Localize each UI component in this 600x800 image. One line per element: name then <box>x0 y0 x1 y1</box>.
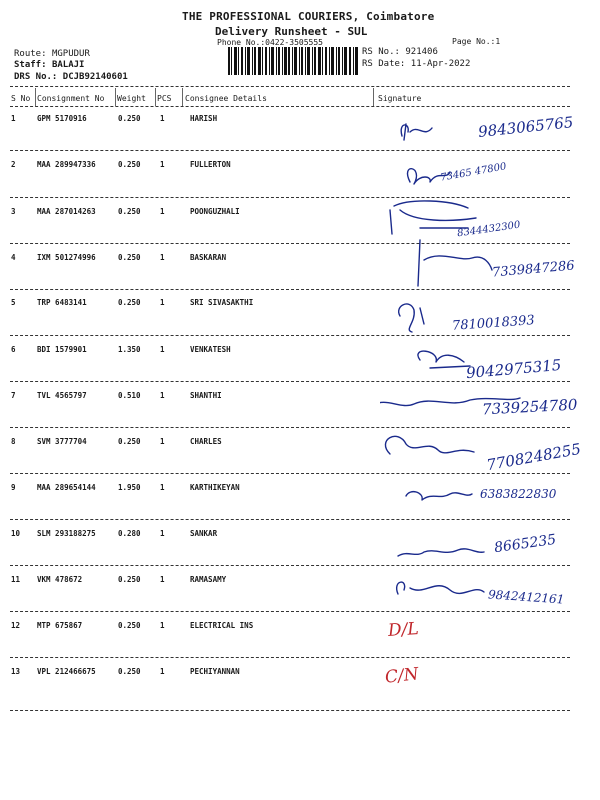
rs-no-line <box>362 47 438 57</box>
signature-note: 9843065765 <box>477 113 575 141</box>
row-pcs: 1 <box>160 437 165 446</box>
col-weight: Weight <box>117 94 146 103</box>
row-consignee: VENKATESH <box>190 345 231 354</box>
staff-line <box>14 60 84 70</box>
signature-scribble <box>399 304 424 332</box>
row-consignment: VPL 212466675 <box>37 667 96 676</box>
signature-scribble <box>397 582 484 594</box>
row-pcs: 1 <box>160 114 165 123</box>
row-pcs: 1 <box>160 253 165 262</box>
signature-note: 8344432300 <box>456 219 522 240</box>
row-consignment: MTP 675867 <box>37 621 83 630</box>
row-consignee: FULLERTON <box>190 160 231 169</box>
row-weight: 0.250 <box>118 207 141 216</box>
staff-label: Staff: <box>14 60 47 70</box>
phone-number: Phone No.:0422-3505555 <box>217 38 323 47</box>
runsheet-title: Delivery Runsheet - SUL <box>215 25 368 38</box>
rs-date-value: 11-Apr-2022 <box>410 59 471 69</box>
rs-no-value: 921406 <box>405 47 438 57</box>
row-pcs: 1 <box>160 345 165 354</box>
row-weight: 0.250 <box>118 575 141 584</box>
signature-note: 7810018393 <box>451 313 536 334</box>
row-consignment: TRP 6483141 <box>37 298 87 307</box>
row-consignment: SVM 3777704 <box>37 437 87 446</box>
row-consignment: IXM 501274996 <box>37 253 96 262</box>
row-consignee: HARISH <box>190 114 218 123</box>
signature-note: 9842412161 <box>487 587 565 607</box>
signature-note: 7339847286 <box>491 258 576 281</box>
row-consignee: POONGUZHALI <box>190 207 240 216</box>
row-sno: 13 <box>11 667 21 676</box>
delivery-remark: D/L <box>387 618 420 642</box>
row-consignee: PECHIYANNAN <box>190 667 240 676</box>
signature-scribble <box>418 240 492 286</box>
row-sno: 8 <box>11 437 16 446</box>
signature-scribble <box>398 549 484 556</box>
row-consignee: KARTHIKEYAN <box>190 483 240 492</box>
signature-note: 8665235 <box>493 531 558 557</box>
rs-no-label: RS No.: <box>362 47 400 57</box>
row-divider <box>10 710 570 711</box>
row-weight: 0.250 <box>118 621 141 630</box>
row-sno: 2 <box>11 160 16 169</box>
row-pcs: 1 <box>160 298 165 307</box>
row-consignee: BASKARAN <box>190 253 227 262</box>
col-divider <box>182 88 183 106</box>
row-consignee: SRI SIVASAKTHI <box>190 298 254 307</box>
row-consignment: SLM 293188275 <box>37 529 96 538</box>
drs-line <box>14 72 128 82</box>
row-pcs: 1 <box>160 391 165 400</box>
row-weight: 0.250 <box>118 114 141 123</box>
col-divider <box>373 88 374 106</box>
col-signature: Signature <box>378 94 422 103</box>
row-consignment: GPM 5170916 <box>37 114 87 123</box>
row-weight: 0.250 <box>118 298 141 307</box>
row-pcs: 1 <box>160 667 165 676</box>
row-sno: 7 <box>11 391 16 400</box>
route-label: Route: <box>14 49 47 59</box>
barcode-icon <box>228 47 358 75</box>
col-consignee: Consignee Details <box>185 94 267 103</box>
row-consignment: TVL 4565797 <box>37 391 87 400</box>
row-consignment: MAA 289654144 <box>37 483 96 492</box>
company-title: THE PROFESSIONAL COURIERS, Coimbatore <box>182 10 435 23</box>
row-consignment: VKM 478672 <box>37 575 83 584</box>
row-pcs: 1 <box>160 207 165 216</box>
row-consignee: RAMASAMY <box>190 575 227 584</box>
row-weight: 0.250 <box>118 667 141 676</box>
row-sno: 9 <box>11 483 16 492</box>
row-sno: 12 <box>11 621 21 630</box>
col-divider <box>35 88 36 106</box>
row-weight: 0.250 <box>118 437 141 446</box>
signature-scribble <box>406 492 472 500</box>
delivery-remark: C/N <box>384 664 420 688</box>
route-line <box>14 49 90 59</box>
header-rule-bottom <box>10 106 570 107</box>
col-consignment: Consignment No <box>37 94 105 103</box>
col-sno: S No <box>11 94 31 103</box>
signature-scribble <box>401 124 432 140</box>
signature-scribble <box>418 351 470 368</box>
row-sno: 10 <box>11 529 21 538</box>
row-sno: 5 <box>11 298 16 307</box>
drs-value: DCJB92140601 <box>62 72 128 82</box>
signature-note: 73465 47800 <box>439 161 508 184</box>
row-consignee: CHARLES <box>190 437 222 446</box>
row-consignment: MAA 289947336 <box>37 160 96 169</box>
signature-note: 6383822830 <box>480 487 557 501</box>
row-pcs: 1 <box>160 160 165 169</box>
signature-note: 9042975315 <box>465 355 563 383</box>
col-divider <box>115 88 116 106</box>
row-pcs: 1 <box>160 529 165 538</box>
rs-date-line <box>362 59 470 69</box>
signature-note: 7708248255 <box>485 439 583 475</box>
header-rule-top <box>10 86 570 87</box>
row-sno: 3 <box>11 207 16 216</box>
staff-value: BALAJI <box>51 60 85 70</box>
row-sno: 4 <box>11 253 16 262</box>
col-pcs: PCS <box>157 94 172 103</box>
row-consignee: SHANTHI <box>190 391 222 400</box>
route-value: MGPUDUR <box>51 49 90 59</box>
row-weight: 1.350 <box>118 345 141 354</box>
row-consignee: SANKAR <box>190 529 218 538</box>
row-consignment: BDI 1579901 <box>37 345 87 354</box>
row-sno: 6 <box>11 345 16 354</box>
row-sno: 11 <box>11 575 21 584</box>
row-consignee: ELECTRICAL INS <box>190 621 254 630</box>
signature-scribble <box>385 436 474 454</box>
row-weight: 1.950 <box>118 483 141 492</box>
col-divider <box>155 88 156 106</box>
row-pcs: 1 <box>160 621 165 630</box>
rs-date-label: RS Date: <box>362 59 406 69</box>
row-weight: 0.250 <box>118 160 141 169</box>
drs-label: DRS No.: <box>14 72 58 82</box>
row-weight: 0.280 <box>118 529 141 538</box>
row-weight: 0.510 <box>118 391 141 400</box>
row-pcs: 1 <box>160 575 165 584</box>
row-sno: 1 <box>11 114 16 123</box>
row-pcs: 1 <box>160 483 165 492</box>
row-weight: 0.250 <box>118 253 141 262</box>
row-consignment: MAA 287014263 <box>37 207 96 216</box>
page-number: Page No.:1 <box>452 37 501 46</box>
signature-note: 7339254780 <box>481 395 578 419</box>
